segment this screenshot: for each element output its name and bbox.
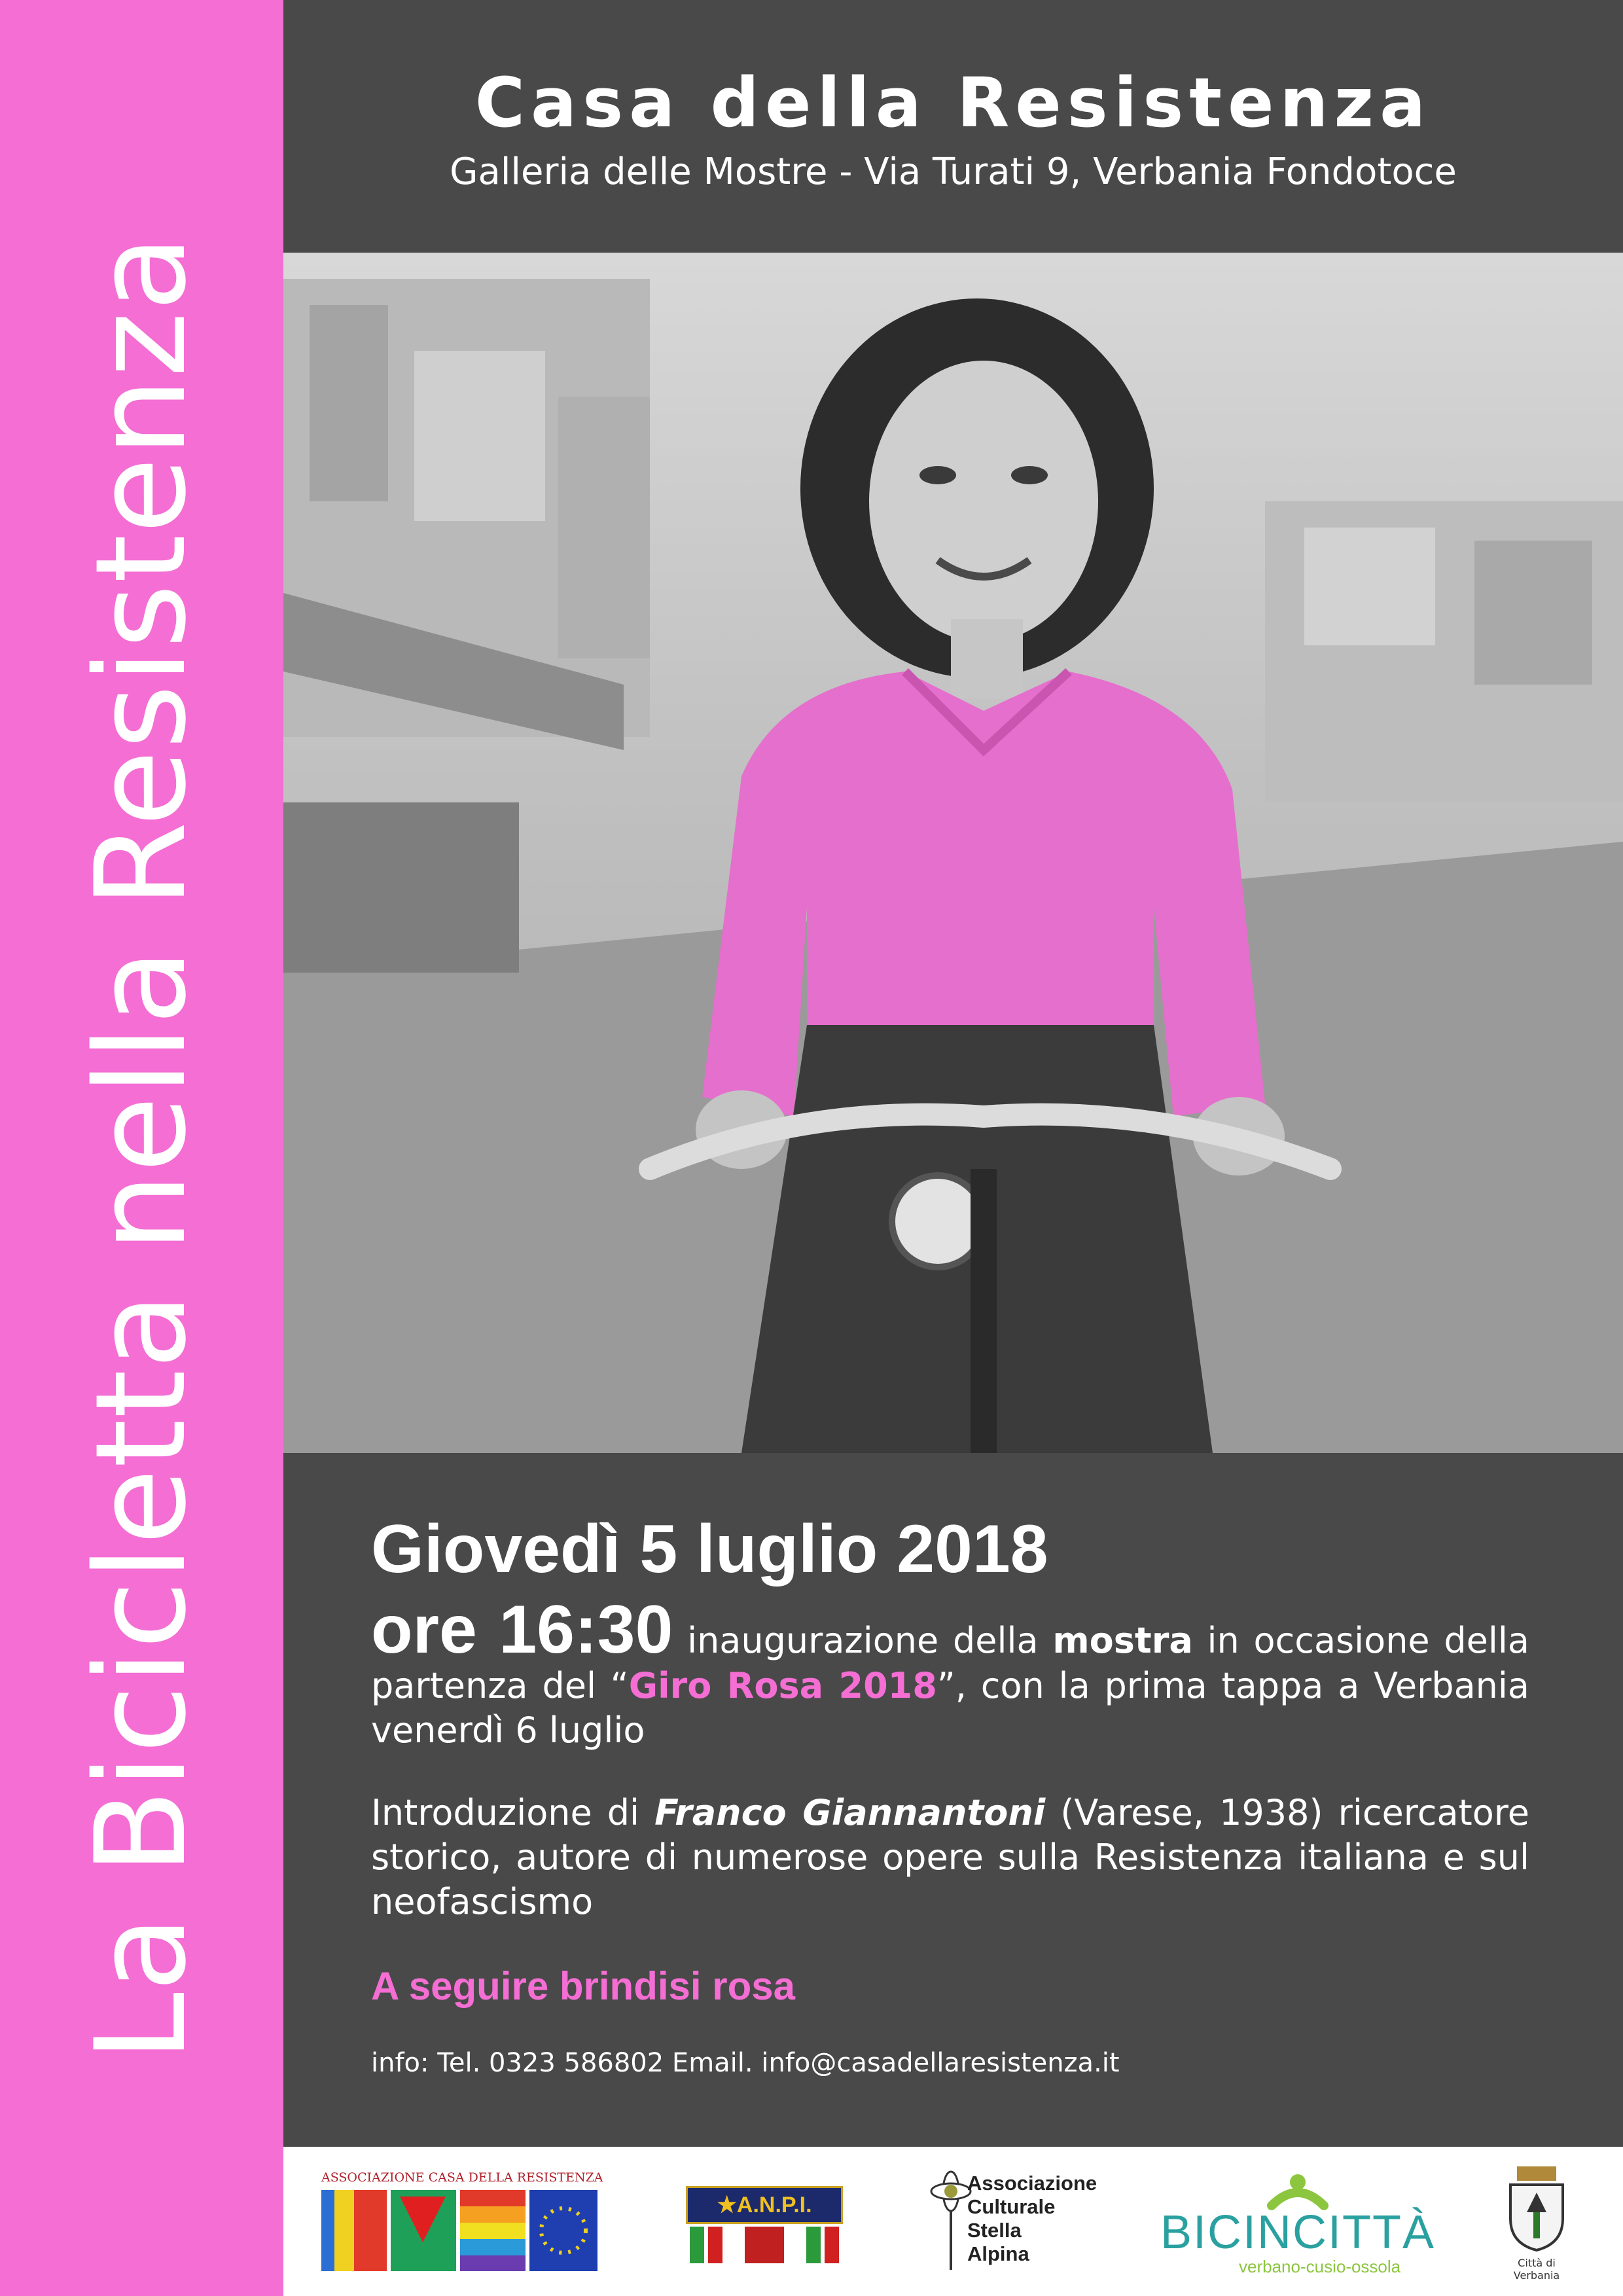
event-date: Giovedì 5 luglio 2018 (371, 1511, 1048, 1587)
logo-bicincitta (1160, 2173, 1448, 2278)
follow-up-toast: A seguire brindisi rosa (371, 1964, 795, 2009)
desc-text-3: ”, con la prima tappa a Verbania venerdì 6 luglio (371, 1665, 1529, 1751)
cyclist-photo-illustration (283, 253, 1623, 1453)
giro-rosa-highlight: Giro Rosa 2018 (628, 1665, 937, 1707)
anpi-flags-icon (686, 2224, 843, 2263)
anpi-label: A.N.P.I. (736, 2193, 812, 2217)
sponsor-logos (283, 2147, 1623, 2296)
stella-line-2: Culturale (967, 2195, 1056, 2218)
venue-title: Casa della Resistenza (474, 63, 1432, 143)
left-title-band (0, 0, 283, 2296)
citta-label: Città di Verbania (1513, 2257, 1560, 2282)
event-time: ore 16:30 (371, 1592, 673, 1668)
desc-text-2: in occasione della partenza del “ (371, 1620, 1530, 1707)
star-icon: ★ (717, 2193, 737, 2217)
assoc-casa-flags-icon (321, 2190, 597, 2271)
logo-associazione-casa-della-resistenza (321, 2170, 603, 2275)
desc-text-1: inaugurazione della (673, 1620, 1053, 1662)
speaker-name: Franco Giannantoni (654, 1792, 1046, 1834)
verbania-crest-icon (1507, 2166, 1566, 2251)
assoc-casa-label: ASSOCIAZIONE CASA DELLA RESISTENZA (321, 2170, 603, 2185)
introduction-text (371, 1791, 1529, 1924)
event-description (371, 1592, 1530, 1753)
logo-stella-alpina (921, 2165, 1118, 2283)
venue-address: Galleria delle Mostre - Via Turati 9, Verbania Fondotoce (450, 151, 1457, 193)
bicincitta-subtitle: verbano-cusio-ossola (1239, 2257, 1401, 2276)
intro-text-2: (Varese, 1938) ricercatore storico, autore di numerose opere sulla Resistenza italiana e sul neofascismo (371, 1792, 1529, 1923)
poster-main (283, 0, 1623, 2296)
stella-line-1: Associazione (967, 2172, 1097, 2195)
logo-anpi (686, 2186, 843, 2271)
stella-line-3: Stella (967, 2219, 1022, 2242)
bicincitta-label: BICINCITTÀ (1160, 2206, 1436, 2259)
vertical-poster-title: La Bicicletta nella Resistenza (69, 234, 213, 2062)
venue-header (283, 0, 1623, 253)
cyclist-photo (283, 253, 1623, 1453)
stella-line-4: Alpina (967, 2242, 1029, 2265)
event-info-panel (283, 1453, 1623, 2147)
contact-info: info: Tel. 0323 586802 Email. info@casadellaresistenza.it (371, 2048, 1120, 2079)
intro-text-1: Introduzione di (371, 1792, 655, 1834)
desc-mostra: mostra (1052, 1620, 1193, 1662)
logo-citta-di-verbania (1494, 2166, 1579, 2284)
